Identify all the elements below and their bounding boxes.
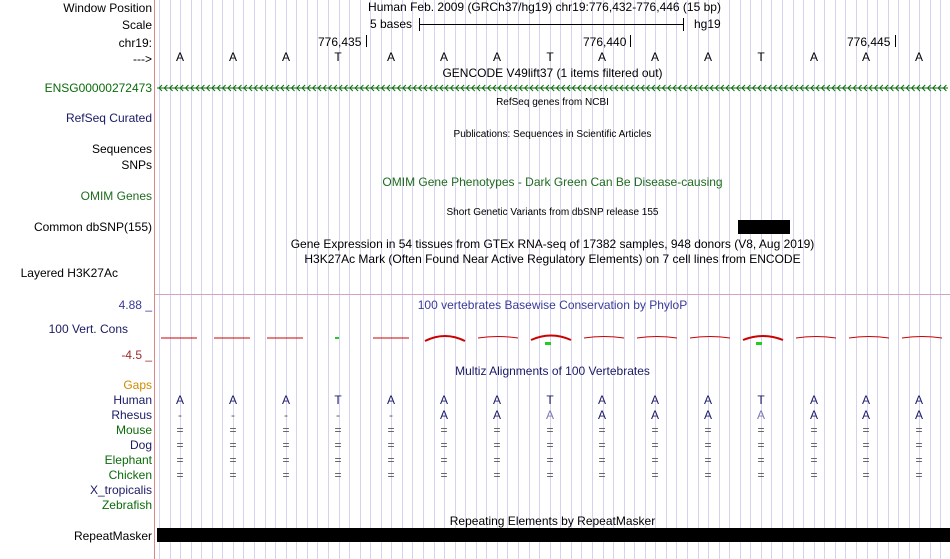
base-letter: A [861,50,870,64]
cons-max-value: 4.88 _ [118,298,152,312]
assembly-position-title: Human Feb. 2009 (GRCh37/hg19) chr19:776,432-776,446 (15 bp) [368,0,721,14]
alignment-base: = [810,438,818,452]
alignment-base: = [493,423,501,437]
scale-label: Scale [121,18,152,32]
alignment-base: = [282,468,290,482]
gencode-item-label[interactable]: ENSG00000272473 [44,81,152,95]
alignment-base: A [386,393,395,407]
alignment-base: T [334,393,342,407]
coord-tick-label: 776,440 [583,35,627,49]
alignment-base: = [651,468,659,482]
alignment-base: = [282,438,290,452]
alignment-base: = [334,468,342,482]
alignment-base: = [440,453,448,467]
coord-tick-label: 776,445 [847,35,891,49]
alignment-base: = [334,453,342,467]
alignment-base: A [492,393,501,407]
gtex-track-title[interactable]: Gene Expression in 54 tissues from GTEx RNA-seq of 17382 samples, 948 donors (V8, Aug 2019) [290,237,815,251]
alignment-base: = [651,453,659,467]
alignment-base: = [704,468,712,482]
coord-tick [630,35,631,47]
scale-bar [419,24,684,25]
alignment-base: = [757,438,765,452]
coord-tick [895,35,896,47]
base-letter: A [281,50,290,64]
alignment-base: A [914,408,923,422]
alignment-base: = [862,438,870,452]
base-letter: A [175,50,184,64]
alignment-base: = [334,438,342,452]
alignment-base: A [809,393,818,407]
alignment-base: = [493,438,501,452]
coord-tick [366,35,367,47]
alignment-base: - [336,408,340,422]
cons-min-value: -4.5 _ [121,348,152,362]
alignment-base: A [703,393,712,407]
alignment-base: = [387,468,395,482]
base-letter: A [914,50,923,64]
alignment-base: A [861,393,870,407]
alignment-base: A [914,393,923,407]
alignment-base: = [546,423,554,437]
alignment-base: = [440,468,448,482]
alignment-base: = [651,423,659,437]
base-letter: A [703,50,712,64]
track-label-pane [0,0,154,559]
alignment-base: = [229,468,237,482]
alignment-base: A [492,408,501,422]
alignment-base: = [176,453,184,467]
alignment-base: A [650,393,659,407]
scale-db: hg19 [694,17,721,31]
alignment-base: T [757,393,765,407]
alignment-base: = [704,423,712,437]
cons-track-label[interactable]: 100 Vert. Cons [48,322,128,336]
base-letter: T [334,50,342,64]
alignment-base: = [282,423,290,437]
alignment-base: = [546,453,554,467]
publications-track-label[interactable]: Sequences [91,142,152,156]
species-label[interactable]: Elephant [104,453,152,467]
chr-label: chr19: [118,36,152,50]
species-label[interactable]: Dog [129,438,152,452]
alignment-base: A [703,408,712,422]
base-letter: A [597,50,606,64]
alignment-base: = [862,453,870,467]
species-label[interactable]: Rhesus [111,408,152,422]
species-label[interactable]: Mouse [115,423,152,437]
base-letter: A [228,50,237,64]
cons-top-border [155,294,950,295]
alignment-base: = [810,423,818,437]
multiz-track-title[interactable]: Multiz Alignments of 100 Vertebrates [455,364,650,378]
alignment-base: = [598,468,606,482]
alignment-base: - [178,408,182,422]
alignment-base: = [757,453,765,467]
alignment-base: A [809,408,818,422]
base-letter: A [650,50,659,64]
alignment-base: = [915,468,923,482]
alignment-base: - [231,408,235,422]
alignment-base: A [650,408,659,422]
species-label[interactable]: Human [113,393,152,407]
alignment-base: = [862,468,870,482]
alignment-base: = [915,438,923,452]
alignment-base: = [546,468,554,482]
alignment-base: = [176,423,184,437]
alignment-base: - [284,408,288,422]
alignment-base: = [176,438,184,452]
alignment-base: = [598,453,606,467]
alignment-base: = [757,468,765,482]
dbsnp-track-title[interactable]: Short Genetic Variants from dbSNP release 155 [446,207,659,218]
alignment-base: A [228,393,237,407]
alignment-base: A [545,408,554,422]
alignment-base: A [597,393,606,407]
base-letter: A [386,50,395,64]
cons-wiggle-plot[interactable] [155,326,950,348]
omim-track-title[interactable]: OMIM Gene Phenotypes - Dark Green Can Be Disease-causing [382,175,723,189]
track-image-area[interactable] [155,0,950,559]
gencode-gene-feature[interactable] [155,82,950,94]
species-label[interactable]: X_tropicalis [89,483,152,497]
alignment-base: A [439,408,448,422]
cons-track-title[interactable]: 100 vertebrates Basewise Conservation by PhyloP [417,298,688,312]
alignment-base: = [651,438,659,452]
alignment-base: A [861,408,870,422]
dbsnp-track-label[interactable]: Common dbSNP(155) [33,220,152,234]
base-letter: A [809,50,818,64]
alignment-base: A [439,393,448,407]
scale-bar-right-tick [683,18,684,31]
alignment-base: A [756,408,765,422]
alignment-base: A [597,408,606,422]
arrow-label: ---> [133,52,152,66]
base-letter: A [492,50,501,64]
refseq-track-label[interactable]: RefSeq Curated [65,111,152,125]
alignment-base: = [862,423,870,437]
scale-bar-left-tick [419,18,420,31]
gaps-label[interactable]: Gaps [123,378,152,392]
alignment-base: = [440,423,448,437]
alignment-base: = [915,453,923,467]
dbsnp-variant-block[interactable] [738,220,790,234]
alignment-base: = [493,468,501,482]
alignment-base: = [915,423,923,437]
refseq-track-title[interactable]: RefSeq genes from NCBI [496,97,609,108]
species-label[interactable]: Chicken [108,468,152,482]
repeatmasker-element-bar[interactable] [157,528,950,542]
alignment-base: = [282,453,290,467]
species-label[interactable]: Zebrafish [101,498,152,512]
alignment-base: A [175,393,184,407]
omim-track-label[interactable]: OMIM Genes [80,189,152,203]
alignment-base: - [389,408,393,422]
alignment-base: T [546,393,554,407]
base-letter: A [439,50,448,64]
alignment-base: = [757,423,765,437]
scale-text: 5 bases [370,17,413,31]
alignment-base: = [334,423,342,437]
coord-tick-label: 776,435 [318,35,362,49]
alignment-base: = [176,468,184,482]
base-letter: T [757,50,765,64]
repeatmasker-track-title[interactable]: Repeating Elements by RepeatMasker [449,514,656,528]
alignment-base: = [598,438,606,452]
alignment-base: = [810,453,818,467]
h3k27ac-track-label[interactable]: Layered H3K27Ac [20,266,118,280]
alignment-base: = [387,423,395,437]
publications-track-title[interactable]: Publications: Sequences in Scientific Articles [453,129,652,140]
window-position-label: Window Position [63,1,152,15]
gencode-track-title[interactable]: GENCODE V49lift37 (1 items filtered out) [442,66,663,80]
alignment-base: = [810,468,818,482]
repeatmasker-track-label[interactable]: RepeatMasker [73,529,152,543]
alignment-base: = [704,438,712,452]
h3k27ac-track-title[interactable]: H3K27Ac Mark (Often Found Near Active Regulatory Elements) on 7 cell lines from ENCODE [304,252,801,266]
alignment-base: = [598,423,606,437]
alignment-base: = [546,438,554,452]
alignment-base: = [229,423,237,437]
alignment-base: = [387,453,395,467]
alignment-base: = [229,438,237,452]
alignment-base: = [229,453,237,467]
base-letter: T [546,50,554,64]
publications-track-label-2[interactable]: SNPs [121,158,152,172]
alignment-base: = [704,453,712,467]
alignment-base: = [387,438,395,452]
alignment-base: = [493,453,501,467]
alignment-base: = [440,438,448,452]
alignment-base: A [281,393,290,407]
